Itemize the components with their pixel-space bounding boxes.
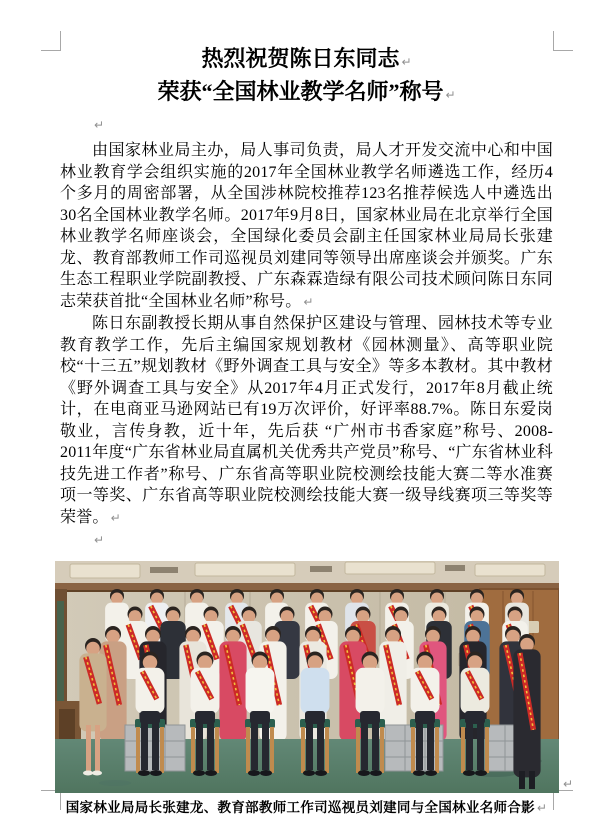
photo-ceiling (55, 561, 559, 585)
paragraph-mark: ↵ (94, 118, 105, 132)
paragraph-mark: ↵ (401, 55, 412, 69)
paragraph-mark: ↵ (94, 533, 105, 547)
paragraph-mark: ↵ (110, 510, 121, 525)
paragraph-mark: ↵ (445, 88, 456, 102)
photo-caption-text: 国家林业局局长张建龙、教育部教师工作司巡视员刘建同与全国林业名师合影 (65, 800, 535, 815)
margin-crop-mark-top-left (41, 31, 61, 51)
photo-caption (60, 799, 553, 815)
group-photo-svg (55, 561, 559, 793)
title-line-2: 荣获“全国林业教学名师”称号 (157, 79, 444, 104)
paragraph-2-text: 陈日东副教授长期从事自然保护区建设与管理、园林技术等专业教育教学工作，先后主编国家规划教材《园林测量》、高等职业院校“十三五”规划教材《野外调查工具与安全》等多本教材。其中教材《野外调查工具与安全》从2017年4月正式发行，2017年8月截止统计，在电商亚马逊网站已有19万次评价，好评率88.7%。陈日东爱岗敬业，言传身教，近十年，先后获 “广州市书香家庭”称号、2008-2011年度“广东省林业局直属机关优秀共产党员”称号、“广东省林业科技先进工作者”称号、广东省高等职业院校测绘技能大赛二等水准赛项一等奖、广东省高等职业院校测绘技能大赛一级导线赛项三等奖等荣誉。 (60, 315, 553, 526)
margin-crop-mark-top-right (553, 31, 573, 51)
document-body (60, 44, 573, 815)
empty-paragraph (60, 529, 553, 551)
document-title (60, 44, 553, 110)
paragraph-mark: ↵ (303, 294, 314, 309)
margin-crop-mark-bottom-left (41, 790, 61, 810)
group-photo (55, 561, 573, 793)
empty-paragraph (60, 110, 553, 140)
title-line-1: 热烈祝贺陈日东同志 (201, 46, 400, 71)
margin-crop-mark-bottom-right (553, 790, 573, 810)
paragraph-mark: ↵ (562, 777, 573, 791)
paragraph-1-text: 由国家林业局主办，局人事司负责，局人才开发交流中心和中国林业教育学会组织实施的2017年全国林业教学名师遴选工作，经历4个多月的周密部署，从全国涉林院校推荐123名推荐候选人中遴选出30名全国林业教学名师。2017年9月8日，国家林业局在北京举行全国林业教学名师座谈会，全国绿化委员会副主任国家林业局局长张建龙、教育部教师工作司巡视员刘建同等领导出席座谈会并颁奖。广东生态工程职业学院副教授、广东森霖造绿有限公司技术顾问陈日东同志荣获首批“全国林业名师”称号。 (60, 142, 553, 310)
paragraph-2 (60, 313, 553, 529)
paragraph-1 (60, 140, 553, 313)
paragraph-mark: ↵ (536, 801, 548, 815)
